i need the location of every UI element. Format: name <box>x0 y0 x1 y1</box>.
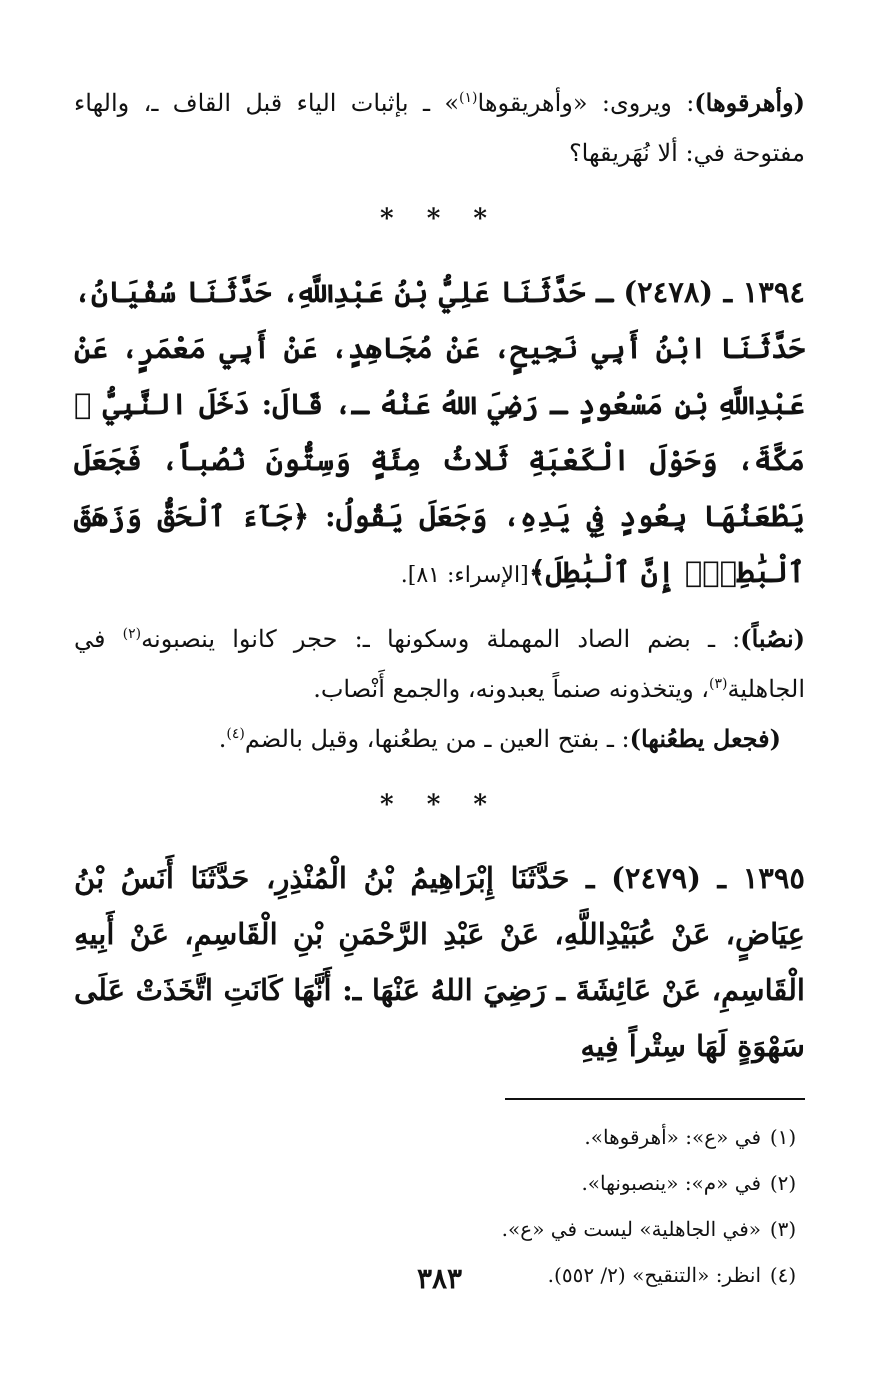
footnote-ref: (٣) <box>709 676 728 692</box>
footnote-number: (٣) <box>769 1217 797 1241</box>
commentary-text: : ـ بفتح العين ـ من يطعُنها، وقيل بالضم <box>244 725 630 753</box>
footnote-ref: (١) <box>459 90 478 106</box>
footnote-number: (٢) <box>769 1171 797 1195</box>
hadith-text <box>74 850 805 1074</box>
commentary-text: في الجاهلية <box>74 625 805 703</box>
section-separator: * * * <box>380 790 499 820</box>
footnote-ref: (٢) <box>122 626 142 642</box>
hadith-narration: ١٣٩٤ ـ (٢٤٧٨) ـ حَدَّثَنَا عَلِيُّ بْنُ عَبْدِاللَّهِ، حَدَّثَنَا سُفْيَانُ، حَدَّثَنَا ابْنُ أَبِي نَجِيحٍ، عَنْ مُجَاهِدٍ، عَنْ أَبِي مَعْمَرٍ، عَنْ عَبْدِاللَّهِ بْنِ مَسْعُودٍ ـ رَضِيَ اللهُ عَنْهُ ـ، قَالَ: دَخَلَ النَّبِيُّ ﷺ مَكَّةَ، وَحَوْلَ الْكَعْبَةِ ثَلاثُ مِئَةٍ وَسِتُّونَ نُصُباً، فَجَعَلَ يَطْعَنُهَا بِعُودٍ فِي يَدِهِ، وَجَعَلَ يَقُولُ: <box>74 275 805 533</box>
footnote-text: في «م»: «ينصبونها». <box>581 1171 761 1195</box>
hadith-1394 <box>74 264 805 604</box>
term: (وأهرقوها) <box>694 88 806 117</box>
commentary-block-2 <box>74 614 805 764</box>
commentary-paragraph <box>74 78 805 178</box>
footnote-text: انظر: «التنقيح» (٢/ ٥٥٢). <box>547 1263 761 1287</box>
commentary-paragraph <box>74 714 805 764</box>
term: (فجعل يطعُنها) <box>629 724 781 753</box>
hadith-text <box>74 264 805 604</box>
footnote-text: «في الجاهلية» ليست في «ع». <box>501 1217 761 1241</box>
commentary-text: ، ويتخذونه صنماً يعبدونه، والجمع أَنْصاب. <box>313 675 710 703</box>
commentary-text: : ويروى: «وأهريقوها <box>477 89 695 117</box>
commentary-text: . <box>218 725 227 753</box>
footnote <box>74 1114 805 1160</box>
commentary-block-1 <box>74 78 805 178</box>
footnote-number: (٤) <box>769 1263 797 1287</box>
hadith-narration: ١٣٩٥ ـ (٢٤٧٩) ـ حَدَّثَنَا إِبْرَاهِيمُ بْنُ الْمُنْذِرِ، حَدَّثَنَا أَنَسُ بْنُ عِيَاضٍ، عَنْ عُبَيْدِاللَّهِ، عَنْ عَبْدِ الرَّحْمَنِ بْنِ الْقَاسِمِ، عَنْ أَبِيهِ الْقَاسِمِ، عَنْ عَائِشَةَ ـ رَضِيَ اللهُ عَنْهَا ـ: أَنَّهَا كَانَتِ اتَّخَذَتْ عَلَى سَهْوَةٍ لَهَا سِتْراً فِيهِ <box>74 861 805 1063</box>
hadith-1395 <box>74 850 805 1074</box>
section-separator: * * * <box>380 204 499 234</box>
quran-verse: ﴿جَآءَ ٱلْحَقُّ وَزَهَقَ ٱلْبَٰطِلُۚ إِنَّ ٱلْبَٰطِلَ﴾ <box>74 499 805 589</box>
commentary-text: : ـ بضم الصاد المهملة وسكونها ـ: حجر كانوا ينصبونه <box>141 625 741 653</box>
term: (نصُباً) <box>740 624 806 653</box>
footnote-separator <box>505 1098 805 1100</box>
footnote-text: في «ع»: «أهرقوها». <box>584 1125 761 1149</box>
commentary-text: » ـ بإثبات الياء قبل القاف ـ، والهاء مفتوحة في: ألا نُهَريقها؟ <box>74 89 805 167</box>
footnote <box>74 1206 805 1252</box>
quran-citation: [الإسراء: ٨١]. <box>400 563 529 588</box>
page-number: ٣٨٣ <box>416 1262 463 1295</box>
footnote-number: (١) <box>769 1125 797 1149</box>
footnote <box>74 1160 805 1206</box>
commentary-paragraph <box>74 614 805 714</box>
footnote-ref: (٤) <box>226 726 245 742</box>
